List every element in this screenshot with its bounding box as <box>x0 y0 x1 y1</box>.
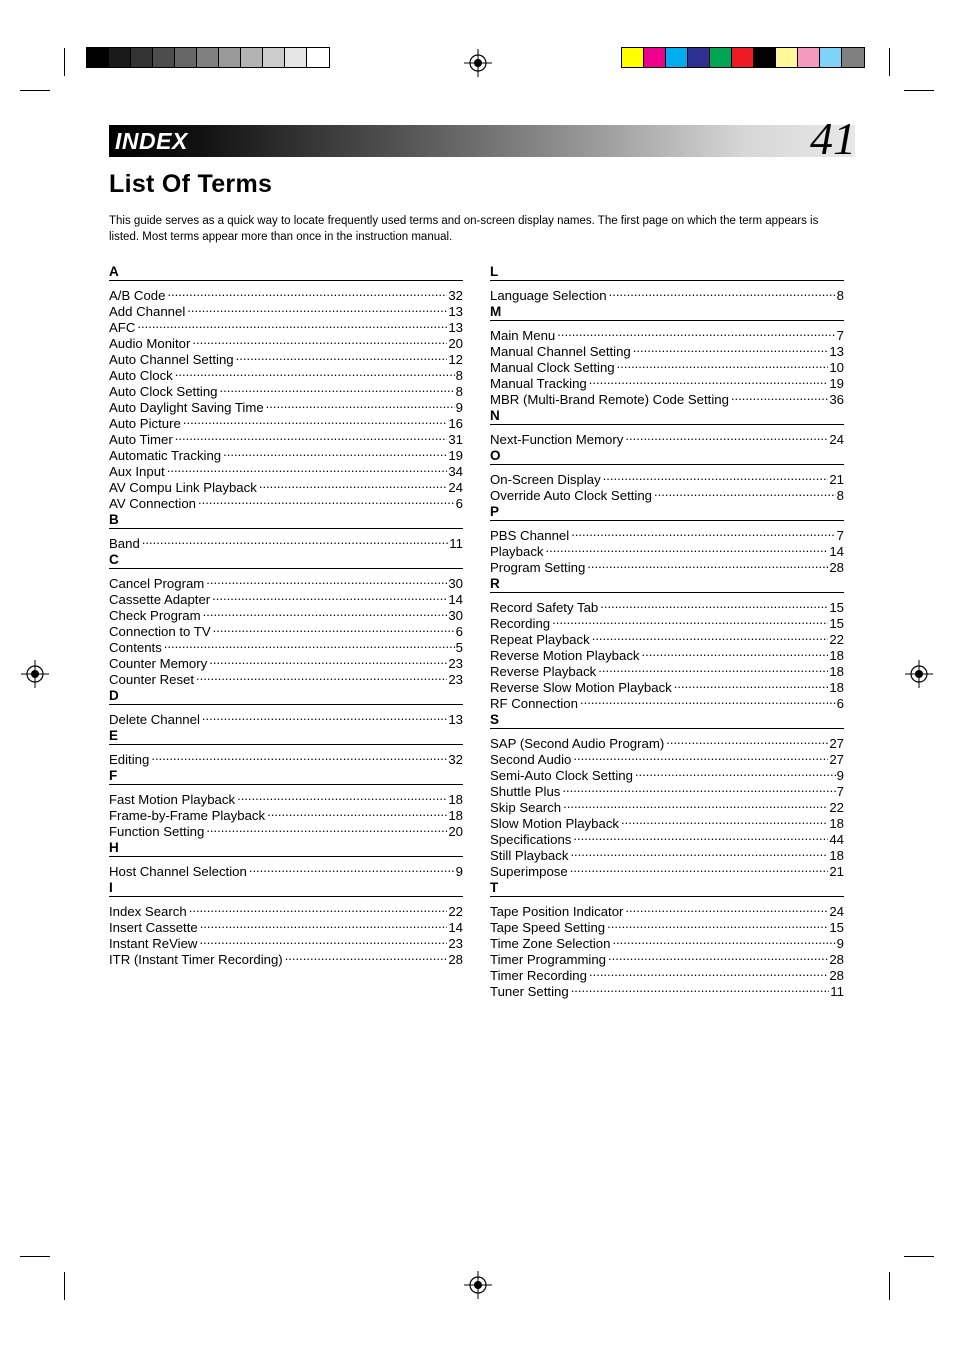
entry-page: 27 <box>829 752 844 767</box>
entry-page: 11 <box>830 984 844 999</box>
entry-term: Timer Recording <box>490 968 587 983</box>
color-swatch <box>241 48 263 67</box>
entry-term: Contents <box>109 640 162 655</box>
entry-term: Time Zone Selection <box>490 936 611 951</box>
entry-page: 13 <box>448 320 463 335</box>
dot-leader <box>183 412 447 428</box>
dot-leader <box>557 324 835 340</box>
entry-page: 7 <box>836 328 844 343</box>
entry-page: 14 <box>448 920 463 935</box>
index-section <box>490 880 844 999</box>
entry-page: 8 <box>455 384 463 399</box>
registration-mark-icon <box>464 1271 492 1299</box>
color-swatch <box>776 48 798 67</box>
entry-page: 36 <box>829 392 844 407</box>
entry-page: 12 <box>448 352 463 367</box>
entry-page: 20 <box>448 824 463 839</box>
entry-page: 18 <box>829 648 844 663</box>
dot-leader <box>666 732 828 748</box>
entry-term: Insert Cassette <box>109 920 198 935</box>
index-column-left <box>109 264 463 968</box>
dot-leader <box>635 764 836 780</box>
dot-leader <box>592 628 829 644</box>
entry-page: 9 <box>455 400 463 415</box>
entry-term: Program Setting <box>490 560 586 575</box>
section-letter: N <box>490 408 844 425</box>
entry-term: Second Audio <box>490 752 572 767</box>
dot-leader <box>633 340 829 356</box>
entry-page: 13 <box>829 344 844 359</box>
index-entry <box>490 524 844 543</box>
entry-term: Manual Tracking <box>490 376 587 391</box>
entry-page: 44 <box>829 832 844 847</box>
entry-term: Connection to TV <box>109 624 211 639</box>
dot-leader <box>175 428 448 444</box>
dot-leader <box>587 556 828 572</box>
dot-leader <box>552 612 828 628</box>
index-entry <box>490 596 844 615</box>
entry-term: Check Program <box>109 608 201 623</box>
entry-term: Frame-by-Frame Playback <box>109 808 266 823</box>
entry-term: Add Channel <box>109 304 186 319</box>
dot-leader <box>164 636 455 652</box>
dot-leader <box>189 900 448 916</box>
entry-page: 27 <box>829 736 844 751</box>
section-letter: I <box>109 880 463 897</box>
entry-page: 20 <box>448 336 463 351</box>
index-entry <box>109 900 463 919</box>
entry-term: Instant ReView <box>109 936 198 951</box>
index-entry <box>109 532 463 551</box>
entry-term: On-Screen Display <box>490 472 601 487</box>
color-swatch <box>732 48 754 67</box>
entry-page: 24 <box>829 432 844 447</box>
entry-term: Editing <box>109 752 150 767</box>
dot-leader <box>603 468 829 484</box>
dot-leader <box>589 372 829 388</box>
dot-leader <box>203 604 448 620</box>
entry-term: Auto Clock Setting <box>109 384 218 399</box>
index-section <box>109 840 463 879</box>
index-entry <box>490 468 844 487</box>
entry-page: 28 <box>829 560 844 575</box>
entry-term: Override Auto Clock Setting <box>490 488 652 503</box>
entry-page: 6 <box>455 624 463 639</box>
entry-term: Record Safety Tab <box>490 600 599 615</box>
color-swatch <box>842 48 864 67</box>
entry-term: Reverse Playback <box>490 664 597 679</box>
entry-page: 30 <box>448 608 463 623</box>
entry-term: Auto Clock <box>109 368 173 383</box>
entry-page: 18 <box>829 680 844 695</box>
dot-leader <box>570 860 829 876</box>
dot-leader <box>570 844 828 860</box>
entry-page: 23 <box>448 936 463 951</box>
dot-leader <box>609 284 836 300</box>
entry-term: Auto Channel Setting <box>109 352 234 367</box>
dot-leader <box>223 444 447 460</box>
dot-leader <box>236 348 448 364</box>
entry-term: Counter Memory <box>109 656 208 671</box>
entry-term: Delete Channel <box>109 712 200 727</box>
crop-mark <box>889 1272 890 1300</box>
color-swatch <box>109 48 131 67</box>
section-letter: M <box>490 304 844 321</box>
color-swatch <box>820 48 842 67</box>
entry-page: 34 <box>448 464 463 479</box>
entry-page: 19 <box>448 448 463 463</box>
entry-term: Repeat Playback <box>490 632 590 647</box>
section-letter: F <box>109 768 463 785</box>
entry-page: 7 <box>836 784 844 799</box>
index-section <box>109 768 463 839</box>
color-swatch <box>754 48 776 67</box>
section-letter: A <box>109 264 463 281</box>
entry-page: 18 <box>829 664 844 679</box>
grayscale-calibration-bar <box>86 47 330 68</box>
dot-leader <box>731 388 828 404</box>
section-letter: C <box>109 552 463 569</box>
entry-term: Timer Programming <box>490 952 607 967</box>
entry-term: RF Connection <box>490 696 578 711</box>
section-letter: E <box>109 728 463 745</box>
entry-term: Superimpose <box>490 864 568 879</box>
dot-leader <box>137 316 447 332</box>
entry-term: A/B Code <box>109 288 166 303</box>
entry-page: 8 <box>836 488 844 503</box>
index-entry <box>490 324 844 343</box>
color-swatch <box>307 48 329 67</box>
entry-term: AV Compu Link Playback <box>109 480 257 495</box>
color-swatch <box>219 48 241 67</box>
entry-term: PBS Channel <box>490 528 570 543</box>
section-letter: S <box>490 712 844 729</box>
dot-leader <box>285 948 448 964</box>
index-entry <box>490 732 844 751</box>
entry-page: 13 <box>448 712 463 727</box>
entry-page: 14 <box>448 592 463 607</box>
dot-leader <box>607 916 828 932</box>
dot-leader <box>220 380 455 396</box>
entry-page: 15 <box>829 920 844 935</box>
dot-leader <box>612 932 835 948</box>
entry-page: 19 <box>829 376 844 391</box>
dot-leader <box>249 860 455 876</box>
color-swatch <box>87 48 109 67</box>
entry-term: Shuttle Plus <box>490 784 561 799</box>
entry-page: 22 <box>829 800 844 815</box>
dot-leader <box>202 708 447 724</box>
dot-leader <box>213 620 455 636</box>
index-entry <box>109 332 463 351</box>
index-header-bar <box>109 125 855 157</box>
color-swatch <box>285 48 307 67</box>
entry-term: Recording <box>490 616 551 631</box>
index-entry <box>109 748 463 767</box>
entry-term: Main Menu <box>490 328 556 343</box>
entry-page: 18 <box>448 808 463 823</box>
index-entry <box>109 860 463 879</box>
entry-page: 23 <box>448 672 463 687</box>
entry-page: 6 <box>455 496 463 511</box>
entry-term: Skip Search <box>490 800 562 815</box>
dot-leader <box>212 588 447 604</box>
index-entry <box>109 284 463 303</box>
index-section <box>109 512 463 551</box>
entry-page: 8 <box>455 368 463 383</box>
entry-term: Tape Speed Setting <box>490 920 606 935</box>
index-section <box>490 576 844 711</box>
index-section <box>490 408 844 447</box>
index-section <box>109 880 463 967</box>
entry-term: Auto Picture <box>109 416 181 431</box>
entry-term: Auto Daylight Saving Time <box>109 400 264 415</box>
entry-page: 28 <box>448 952 463 967</box>
dot-leader <box>563 796 828 812</box>
color-swatch <box>622 48 644 67</box>
entry-page: 9 <box>455 864 463 879</box>
entry-term: Reverse Slow Motion Playback <box>490 680 672 695</box>
dot-leader <box>200 916 448 932</box>
dot-leader <box>209 652 447 668</box>
dot-leader <box>642 644 829 660</box>
entry-page: 30 <box>448 576 463 591</box>
crop-mark <box>20 90 50 91</box>
color-swatch <box>644 48 666 67</box>
entry-page: 7 <box>836 528 844 543</box>
dot-leader <box>266 396 455 412</box>
index-section <box>490 264 844 303</box>
entry-term: AFC <box>109 320 136 335</box>
entry-page: 32 <box>448 752 463 767</box>
index-entry <box>490 428 844 447</box>
entry-term: Cancel Program <box>109 576 205 591</box>
entry-page: 10 <box>829 360 844 375</box>
entry-term: Auto Timer <box>109 432 173 447</box>
index-entry <box>109 572 463 591</box>
entry-page: 11 <box>449 536 463 551</box>
index-section <box>109 552 463 687</box>
entry-page: 21 <box>829 864 844 879</box>
section-letter: L <box>490 264 844 281</box>
section-letter: B <box>109 512 463 529</box>
color-calibration-bar <box>621 47 865 68</box>
dot-leader <box>573 748 828 764</box>
section-letter: H <box>109 840 463 857</box>
entry-page: 18 <box>448 792 463 807</box>
entry-term: Fast Motion Playback <box>109 792 236 807</box>
entry-term: Cassette Adapter <box>109 592 211 607</box>
dot-leader <box>237 788 447 804</box>
entry-term: Automatic Tracking <box>109 448 222 463</box>
dot-leader <box>589 964 828 980</box>
entry-term: Function Setting <box>109 824 205 839</box>
intro-paragraph: This guide serves as a quick way to locate frequently used terms and on-screen display names. The first page on which the term appears is listed. Most terms appear more than once in the instruction manual. <box>109 215 819 243</box>
entry-term: Still Playback <box>490 848 569 863</box>
index-entry <box>109 708 463 727</box>
entry-page: 13 <box>448 304 463 319</box>
dot-leader <box>625 428 828 444</box>
index-section <box>490 448 844 503</box>
color-swatch <box>197 48 219 67</box>
dot-leader <box>187 300 447 316</box>
color-swatch <box>131 48 153 67</box>
crop-mark <box>889 48 890 76</box>
entry-term: Audio Monitor <box>109 336 191 351</box>
index-section <box>109 264 463 511</box>
entry-term: Counter Reset <box>109 672 195 687</box>
crop-mark <box>20 1256 50 1257</box>
entry-page: 23 <box>448 656 463 671</box>
entry-page: 15 <box>829 616 844 631</box>
dot-leader <box>598 660 828 676</box>
entry-page: 9 <box>836 936 844 951</box>
index-section <box>109 688 463 727</box>
color-swatch <box>263 48 285 67</box>
entry-page: 32 <box>448 288 463 303</box>
dot-leader <box>259 476 448 492</box>
entry-term: SAP (Second Audio Program) <box>490 736 665 751</box>
entry-term: Language Selection <box>490 288 607 303</box>
color-swatch <box>798 48 820 67</box>
entry-page: 24 <box>829 904 844 919</box>
entry-page: 6 <box>836 696 844 711</box>
entry-page: 15 <box>829 600 844 615</box>
dot-leader <box>199 932 447 948</box>
dot-leader <box>621 812 828 828</box>
entry-page: 5 <box>455 640 463 655</box>
dot-leader <box>167 460 448 476</box>
entry-term: Playback <box>490 544 544 559</box>
entry-term: Host Channel Selection <box>109 864 247 879</box>
index-section <box>490 304 844 407</box>
entry-page: 31 <box>448 432 463 447</box>
dot-leader <box>175 364 455 380</box>
dot-leader <box>674 676 829 692</box>
color-swatch <box>153 48 175 67</box>
entry-term: ITR (Instant Timer Recording) <box>109 952 283 967</box>
color-swatch <box>175 48 197 67</box>
entry-term: Reverse Motion Playback <box>490 648 640 663</box>
dot-leader <box>167 284 447 300</box>
dot-leader <box>654 484 836 500</box>
crop-mark <box>904 1256 934 1257</box>
dot-leader <box>192 332 447 348</box>
registration-mark-icon <box>21 660 49 688</box>
entry-term: Semi-Auto Clock Setting <box>490 768 633 783</box>
entry-term: Tuner Setting <box>490 984 569 999</box>
entry-term: AV Connection <box>109 496 196 511</box>
dot-leader <box>571 524 835 540</box>
section-letter: O <box>490 448 844 465</box>
entry-term: Next-Function Memory <box>490 432 624 447</box>
entry-term: Band <box>109 536 140 551</box>
index-entry <box>490 900 844 919</box>
entry-term: Aux Input <box>109 464 165 479</box>
index-entry <box>109 316 463 335</box>
entry-page: 8 <box>836 288 844 303</box>
entry-page: 14 <box>829 544 844 559</box>
dot-leader <box>206 572 447 588</box>
dot-leader <box>573 828 828 844</box>
dot-leader <box>625 900 828 916</box>
dot-leader <box>206 820 447 836</box>
entry-term: Manual Channel Setting <box>490 344 631 359</box>
dot-leader <box>198 492 455 508</box>
dot-leader <box>196 668 447 684</box>
registration-mark-icon <box>905 660 933 688</box>
entry-term: Tape Position Indicator <box>490 904 624 919</box>
entry-page: 22 <box>829 632 844 647</box>
dot-leader <box>562 780 835 796</box>
index-column-right <box>490 264 844 1000</box>
dot-leader <box>571 980 830 996</box>
entry-term: Manual Clock Setting <box>490 360 615 375</box>
section-letter: P <box>490 504 844 521</box>
dot-leader <box>617 356 829 372</box>
index-section <box>490 712 844 879</box>
crop-mark <box>904 90 934 91</box>
entry-page: 24 <box>448 480 463 495</box>
index-section <box>490 504 844 575</box>
index-entry <box>490 284 844 303</box>
dot-leader <box>151 748 447 764</box>
entry-page: 16 <box>448 416 463 431</box>
entry-page: 18 <box>829 848 844 863</box>
entry-term: Slow Motion Playback <box>490 816 620 831</box>
entry-term: Index Search <box>109 904 187 919</box>
page-number: 41 <box>810 113 856 164</box>
index-entry <box>109 788 463 807</box>
entry-term: MBR (Multi-Brand Remote) Code Setting <box>490 392 729 407</box>
section-letter: R <box>490 576 844 593</box>
registration-mark-icon <box>464 49 492 77</box>
crop-mark <box>64 1272 65 1300</box>
color-swatch <box>710 48 732 67</box>
page-heading: List Of Terms <box>109 170 273 198</box>
color-swatch <box>688 48 710 67</box>
section-letter: D <box>109 688 463 705</box>
entry-term: Specifications <box>490 832 572 847</box>
dot-leader <box>580 692 836 708</box>
section-title: INDEX <box>115 128 188 154</box>
color-swatch <box>666 48 688 67</box>
dot-leader <box>608 948 828 964</box>
dot-leader <box>142 532 448 548</box>
entry-page: 18 <box>829 816 844 831</box>
dot-leader <box>546 540 829 556</box>
dot-leader <box>267 804 447 820</box>
crop-mark <box>64 48 65 76</box>
index-section <box>109 728 463 767</box>
entry-page: 9 <box>836 768 844 783</box>
entry-page: 21 <box>829 472 844 487</box>
section-letter: T <box>490 880 844 897</box>
dot-leader <box>600 596 828 612</box>
entry-page: 28 <box>829 968 844 983</box>
entry-page: 22 <box>448 904 463 919</box>
entry-page: 28 <box>829 952 844 967</box>
